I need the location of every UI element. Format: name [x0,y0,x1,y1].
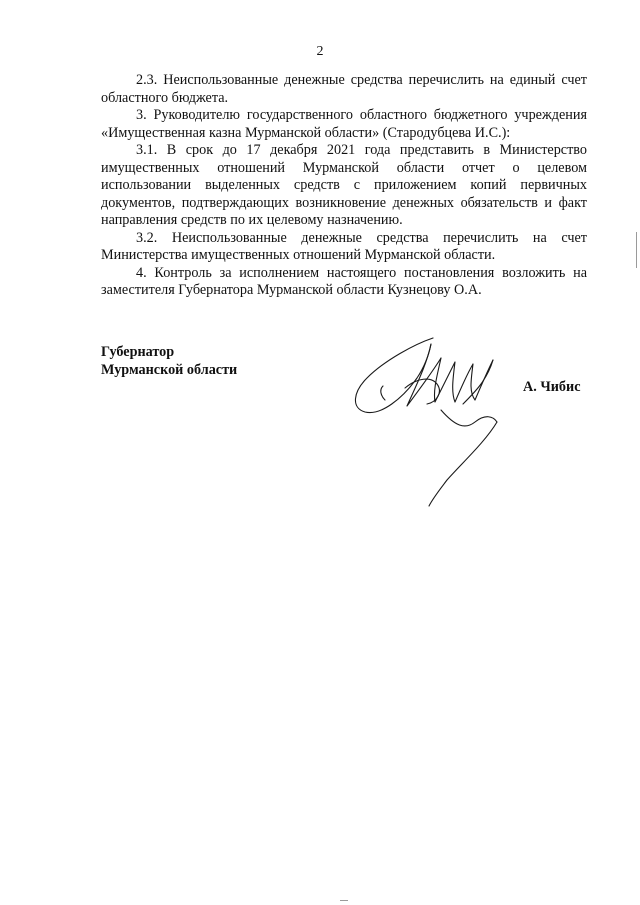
document-body [101,72,587,300]
paragraph-3-1: 3.1. В срок до 17 декабря 2021 года представить в Министерство имущественных отношений Мурманской области отчет о целевом использовании выделенных средств с приложением копий первичных документов, подтверждающих возникновение денежных обязательств и факт направления средств по их целевому назначению. [101,142,587,228]
page-number: 2 [316,44,324,59]
signatory-name: А. Чибис [523,379,581,395]
scan-edge-mark [636,232,637,268]
paragraph-3-2: 3.2. Неиспользованные денежные средства перечислить на счет Министерства имущественных отношений Мурманской области. [101,229,587,263]
signatory-title [101,343,237,379]
scan-edge-mark [340,900,348,901]
paragraph-4: 4. Контроль за исполнением настоящего постановления возложить на заместителя Губернатора Мурманской области Кузнецову О.А. [101,264,587,298]
signatory-title-line-2: Мурманской области [101,362,238,378]
signatory-title-line-1: Губернатор [101,344,175,360]
paragraph-2-3: 2.3. Неиспользованные денежные средства перечислить на единый счет областного бюджета. [101,72,587,106]
paragraph-3: 3. Руководителю государственного областного бюджетного учреждения «Имущественная казна Мурманской области» (Стародубцева И.С.): [101,107,587,141]
handwritten-signature [345,330,515,515]
